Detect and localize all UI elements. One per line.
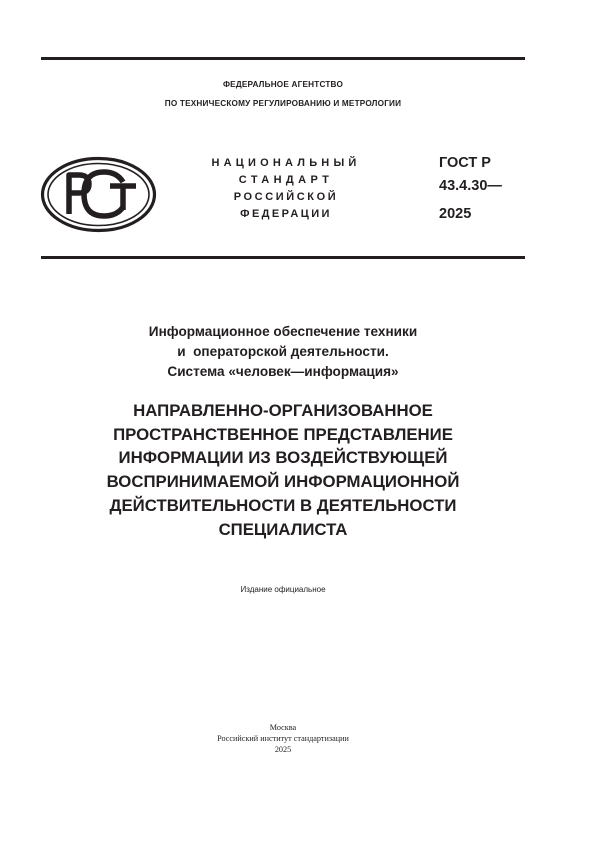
- subtitle-line-1: Информационное обеспечение техники: [148, 324, 418, 339]
- gost-number: 43.4.30—: [439, 178, 502, 194]
- main-title-line-1: НАПРАВЛЕННО-ОРГАНИЗОВАННОЕ: [133, 401, 433, 420]
- standard-type-line-3: РОССИЙСКОЙ: [233, 191, 339, 203]
- rst-logo-icon: [40, 156, 157, 233]
- standard-type-line-2: СТАНДАРТ: [238, 174, 334, 186]
- imprint-city: Москва: [269, 723, 297, 732]
- gost-year: 2025: [439, 206, 472, 222]
- top-rule: [41, 57, 525, 60]
- imprint-year: 2025: [274, 745, 292, 754]
- edition-note: Издание официальное: [240, 585, 326, 594]
- agency-name-line-1: ФЕДЕРАЛЬНОЕ АГЕНТСТВО: [222, 80, 344, 89]
- main-title-line-6: СПЕЦИАЛИСТА: [218, 520, 348, 539]
- standard-type-line-1: НАЦИОНАЛЬНЫЙ: [211, 157, 361, 169]
- main-title-line-4: ВОСПРИНИМАЕМОЙ ИНФОРМАЦИОННОЙ: [106, 472, 460, 491]
- agency-name-line-2: ПО ТЕХНИЧЕСКОМУ РЕГУЛИРОВАНИЮ И МЕТРОЛОГИИ: [164, 99, 402, 108]
- main-title-line-5: ДЕЙСТВИТЕЛЬНОСТИ В ДЕЯТЕЛЬНОСТИ: [109, 496, 457, 515]
- subtitle-line-2: и операторской деятельности.: [177, 344, 389, 359]
- standard-type-line-4: ФЕДЕРАЦИИ: [240, 208, 332, 220]
- middle-rule: [41, 256, 525, 259]
- main-title-line-3: ИНФОРМАЦИИ ИЗ ВОЗДЕЙСТВУЮЩЕЙ: [118, 448, 448, 467]
- subtitle-line-3: Система «человек—информация»: [167, 364, 399, 379]
- imprint-publisher: Российский институт стандартизации: [217, 734, 349, 743]
- gost-designation: ГОСТ Р: [439, 155, 491, 171]
- main-title-line-2: ПРОСТРАНСТВЕННОЕ ПРЕДСТАВЛЕНИЕ: [113, 425, 453, 444]
